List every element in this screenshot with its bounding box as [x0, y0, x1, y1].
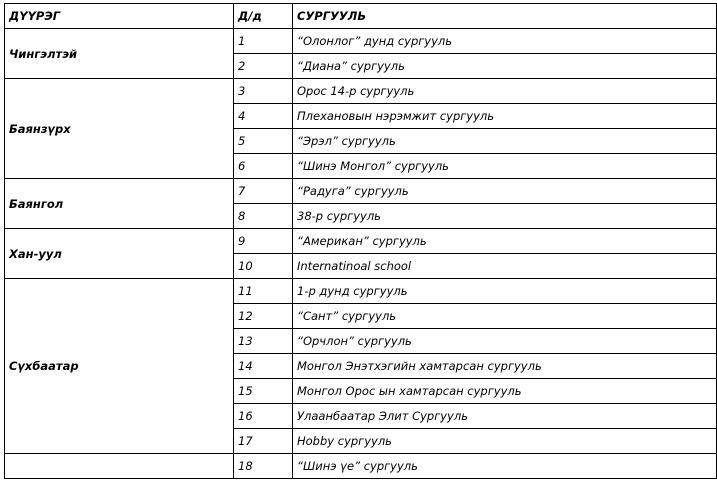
header-number: Д/д: [234, 4, 293, 29]
number-cell: 1: [234, 29, 293, 54]
header-row: [5, 4, 717, 29]
number-cell: 15: [234, 379, 293, 404]
header-district: ДҮҮРЭГ: [5, 4, 234, 29]
number-cell: 3: [234, 79, 293, 104]
number-cell: 6: [234, 154, 293, 179]
school-cell: Монгол Энэтхэгийн хамтарсан сургууль: [293, 354, 717, 379]
number-cell: 11: [234, 279, 293, 304]
district-cell: Баянзүрх: [5, 79, 234, 179]
number-cell: 13: [234, 329, 293, 354]
number-cell: 2: [234, 54, 293, 79]
school-cell: “Шинэ үе” сургууль: [293, 454, 717, 479]
school-cell: Hobby сургууль: [293, 429, 717, 454]
school-cell: “Олонлог” дунд сургууль: [293, 29, 717, 54]
school-cell: “Эрэл” сургууль: [293, 129, 717, 154]
number-cell: 14: [234, 354, 293, 379]
school-cell: Монгол Орос ын хамтарсан сургууль: [293, 379, 717, 404]
school-cell: “Сант” сургууль: [293, 304, 717, 329]
number-cell: 10: [234, 254, 293, 279]
school-cell: “Шинэ Монгол” сургууль: [293, 154, 717, 179]
district-cell: Баянгол: [5, 179, 234, 229]
school-cell: Internatinoal school: [293, 254, 717, 279]
number-cell: 5: [234, 129, 293, 154]
district-cell: [5, 454, 234, 479]
school-cell: Орос 14-р сургууль: [293, 79, 717, 104]
table-row: [5, 279, 717, 304]
number-cell: 12: [234, 304, 293, 329]
school-cell: “Американ” сургууль: [293, 229, 717, 254]
number-cell: 17: [234, 429, 293, 454]
number-cell: 7: [234, 179, 293, 204]
table-row: [5, 29, 717, 54]
school-cell: Улаанбаатар Элит Сургууль: [293, 404, 717, 429]
table-row: [5, 229, 717, 254]
school-cell: 38-р сургууль: [293, 204, 717, 229]
district-cell: Чингэлтэй: [5, 29, 234, 79]
number-cell: 18: [234, 454, 293, 479]
number-cell: 4: [234, 104, 293, 129]
school-cell: “Диана” сургууль: [293, 54, 717, 79]
table-row: [5, 79, 717, 104]
number-cell: 9: [234, 229, 293, 254]
district-cell: Хан-уул: [5, 229, 234, 279]
number-cell: 16: [234, 404, 293, 429]
table-body: [5, 29, 717, 479]
header-school: СУРГУУЛЬ: [293, 4, 717, 29]
school-cell: “Радуга” сургууль: [293, 179, 717, 204]
number-cell: 8: [234, 204, 293, 229]
table-row: [5, 454, 717, 479]
school-cell: “Орчлон” сургууль: [293, 329, 717, 354]
schools-table: [4, 3, 717, 479]
school-cell: 1-р дунд сургууль: [293, 279, 717, 304]
school-cell: Плехановын нэрэмжит сургууль: [293, 104, 717, 129]
table-row: [5, 179, 717, 204]
district-cell: Сүхбаатар: [5, 279, 234, 454]
